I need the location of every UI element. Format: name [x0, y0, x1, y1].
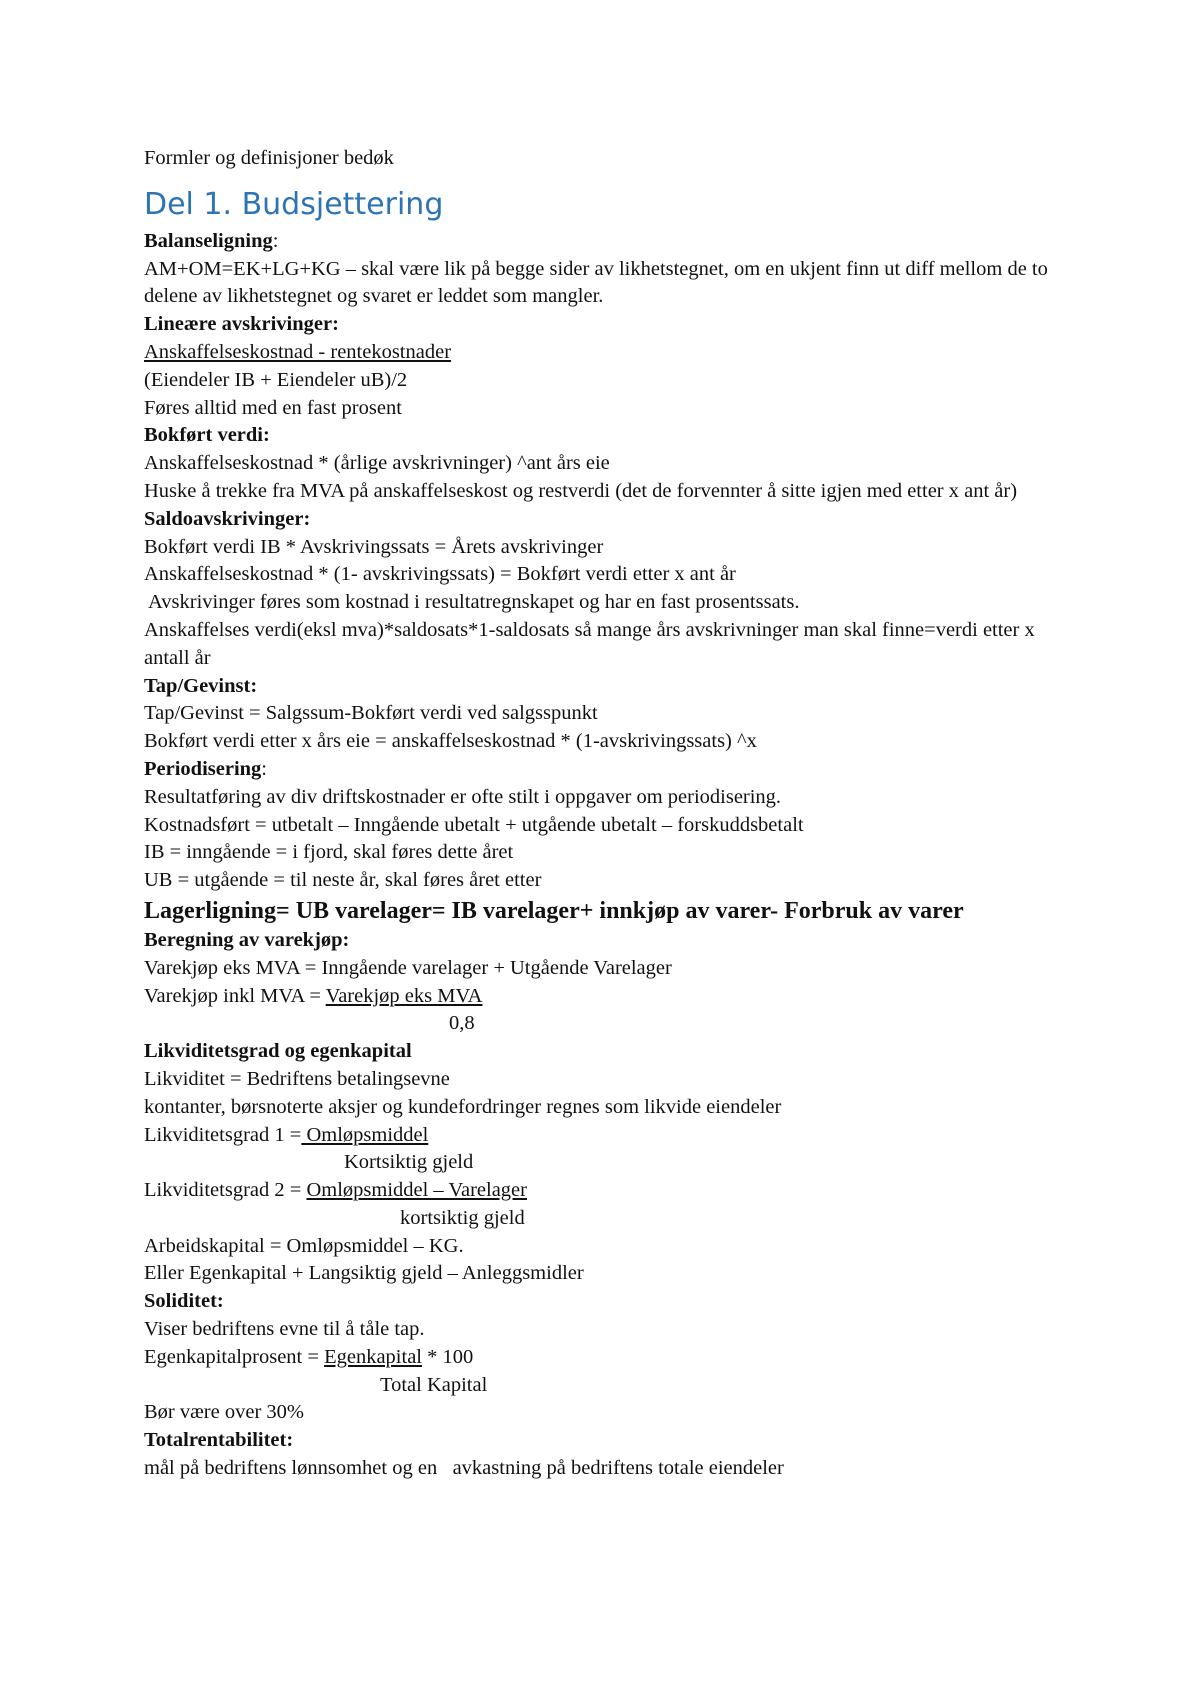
likviditetsgrad-1 — [144, 1122, 1074, 1150]
varekjop-formula-2 — [144, 983, 1074, 1011]
likviditetsgrad-2 — [144, 1177, 1074, 1205]
lagerligning: Lagerligning= UB varelager= IB varelager+ innkjøp av varer- Forbruk av varer — [144, 897, 964, 924]
arbeidskapital-alt: Eller Egenkapital + Langsiktig gjeld – Anleggsmidler — [144, 1262, 584, 1285]
egenkapitalprosent-denominator: Total Kapital — [380, 1373, 488, 1396]
periodisering-text-1: Resultatføring av div driftskostnader er ofte stilt i oppgaver om periodisering. — [144, 785, 782, 808]
totalrentabilitet-title: Totalrentabilitet: — [144, 1429, 294, 1452]
arbeidskapital-formula: Arbeidskapital = Omløpsmiddel – KG. — [144, 1234, 464, 1257]
periodisering-text-4: UB = utgående = til neste år, skal føres året etter — [144, 869, 542, 892]
egenkapitalprosent-prefix: Egenkapitalprosent = — [144, 1345, 325, 1368]
egenkapitalprosent-numerator: Egenkapital — [324, 1345, 422, 1368]
lineare-formula-denominator: (Eiendeler IB + Eiendeler uB)/2 — [144, 368, 408, 391]
likviditet-note: kontanter, børsnoterte aksjer og kundefordringer regnes som likvide eiendeler — [144, 1095, 782, 1118]
likviditetsgrad-2-numerator: Omløpsmiddel – Varelager — [306, 1179, 527, 1202]
likviditetsgrad-1-prefix: Likviditetsgrad 1 = — [144, 1123, 302, 1146]
soliditet-title: Soliditet: — [144, 1290, 224, 1313]
saldo-formula-2: Anskaffelseskostnad * (1- avskrivingssats) = Bokført verdi etter x ant år — [144, 563, 736, 586]
tap-gevinst-formula-1: Tap/Gevinst = Salgssum-Bokført verdi ved salgsspunkt — [144, 702, 598, 725]
document-body — [144, 145, 1074, 1483]
egenkapitalprosent-suffix: * 100 — [421, 1345, 474, 1368]
saldo-formula-3: Anskaffelses verdi(eksl mva)*saldosats*1-saldosats så mange års avskrivninger man skal finne=verdi etter x antall år — [144, 618, 1035, 669]
bokfort-formula: Anskaffelseskostnad * (årlige avskrivninger) ^ant års eie — [144, 452, 610, 475]
tap-gevinst-title: Tap/Gevinst: — [144, 674, 258, 697]
periodisering-colon: : — [261, 757, 267, 780]
soliditet-note: Bør være over 30% — [144, 1401, 304, 1424]
lineare-note: Føres alltid med en fast prosent — [144, 396, 402, 419]
soliditet-definition: Viser bedriftens evne til å tåle tap. — [144, 1318, 425, 1341]
varekjop-title: Beregning av varekjøp: — [144, 928, 350, 951]
likviditetsgrad-1-numerator: Omløpsmiddel — [301, 1123, 429, 1146]
balanseligning-colon: : — [272, 229, 279, 252]
likviditetsgrad-1-denominator: Kortsiktig gjeld — [344, 1151, 474, 1174]
saldo-title: Saldoavskrivinger: — [144, 507, 311, 530]
balanseligning-text: AM+OM=EK+LG+KG – skal være lik på begge sider av likhetstegnet, om en ukjent finn ut diff mellom de to delene av likhetstegnet og svaret er leddet som mangler. — [144, 257, 1048, 308]
lineare-title: Lineære avskrivinger: — [144, 313, 339, 336]
likviditetsgrad-2-prefix: Likviditetsgrad 2 = — [144, 1179, 307, 1202]
tap-gevinst-formula-2: Bokført verdi etter x års eie = anskaffelseskostnad * (1-avskrivingssats) ^x — [144, 730, 757, 753]
periodisering-text-3: IB = inngående = i fjord, skal føres dette året — [144, 841, 514, 864]
varekjop-inkl-numerator: Varekjøp eks MVA — [325, 984, 483, 1007]
likviditetsgrad-2-denominator: kortsiktig gjeld — [400, 1206, 525, 1229]
balanseligning-label: Balanseligning — [144, 229, 273, 252]
egenkapitalprosent — [144, 1344, 1074, 1372]
saldo-formula-1: Bokført verdi IB * Avskrivingssats = Årets avskrivinger — [144, 535, 604, 558]
document-title: Formler og definisjoner bedøk — [144, 147, 394, 169]
varekjop-inkl-prefix: Varekjøp inkl MVA = — [144, 984, 326, 1007]
lineare-numerator: Anskaffelseskostnad - rentekostnader — [144, 340, 452, 363]
varekjop-inkl-denominator: 0,8 — [449, 1012, 475, 1035]
lineare-formula-numerator — [144, 339, 1074, 367]
totalrentabilitet-definition: mål på bedriftens lønnsomhet og en avkastning på bedriftens totale eiendeler — [144, 1457, 784, 1480]
periodisering-text-2: Kostnadsført = utbetalt – Inngående ubetalt + utgående ubetalt – forskuddsbetalt — [144, 813, 804, 836]
balanseligning-title — [144, 228, 1074, 256]
periodisering-label: Periodisering — [144, 757, 262, 780]
periodisering-title — [144, 756, 1074, 784]
varekjop-formula-1: Varekjøp eks MVA = Inngående varelager + Utgående Varelager — [144, 956, 672, 979]
saldo-note: Avskrivinger føres som kostnad i resultatregnskapet og har en fast prosentssats. — [144, 591, 800, 614]
likviditet-definition: Likviditet = Bedriftens betalingsevne — [144, 1067, 450, 1090]
heading-budsjettering: Del 1. Budsjettering — [144, 186, 444, 222]
bokfort-title: Bokført verdi: — [144, 424, 270, 447]
bokfort-note: Huske å trekke fra MVA på anskaffelseskost og restverdi (det de forvennter å sitte igjen med etter x ant år) — [144, 479, 1018, 502]
likviditet-title: Likviditetsgrad og egenkapital — [144, 1040, 412, 1063]
